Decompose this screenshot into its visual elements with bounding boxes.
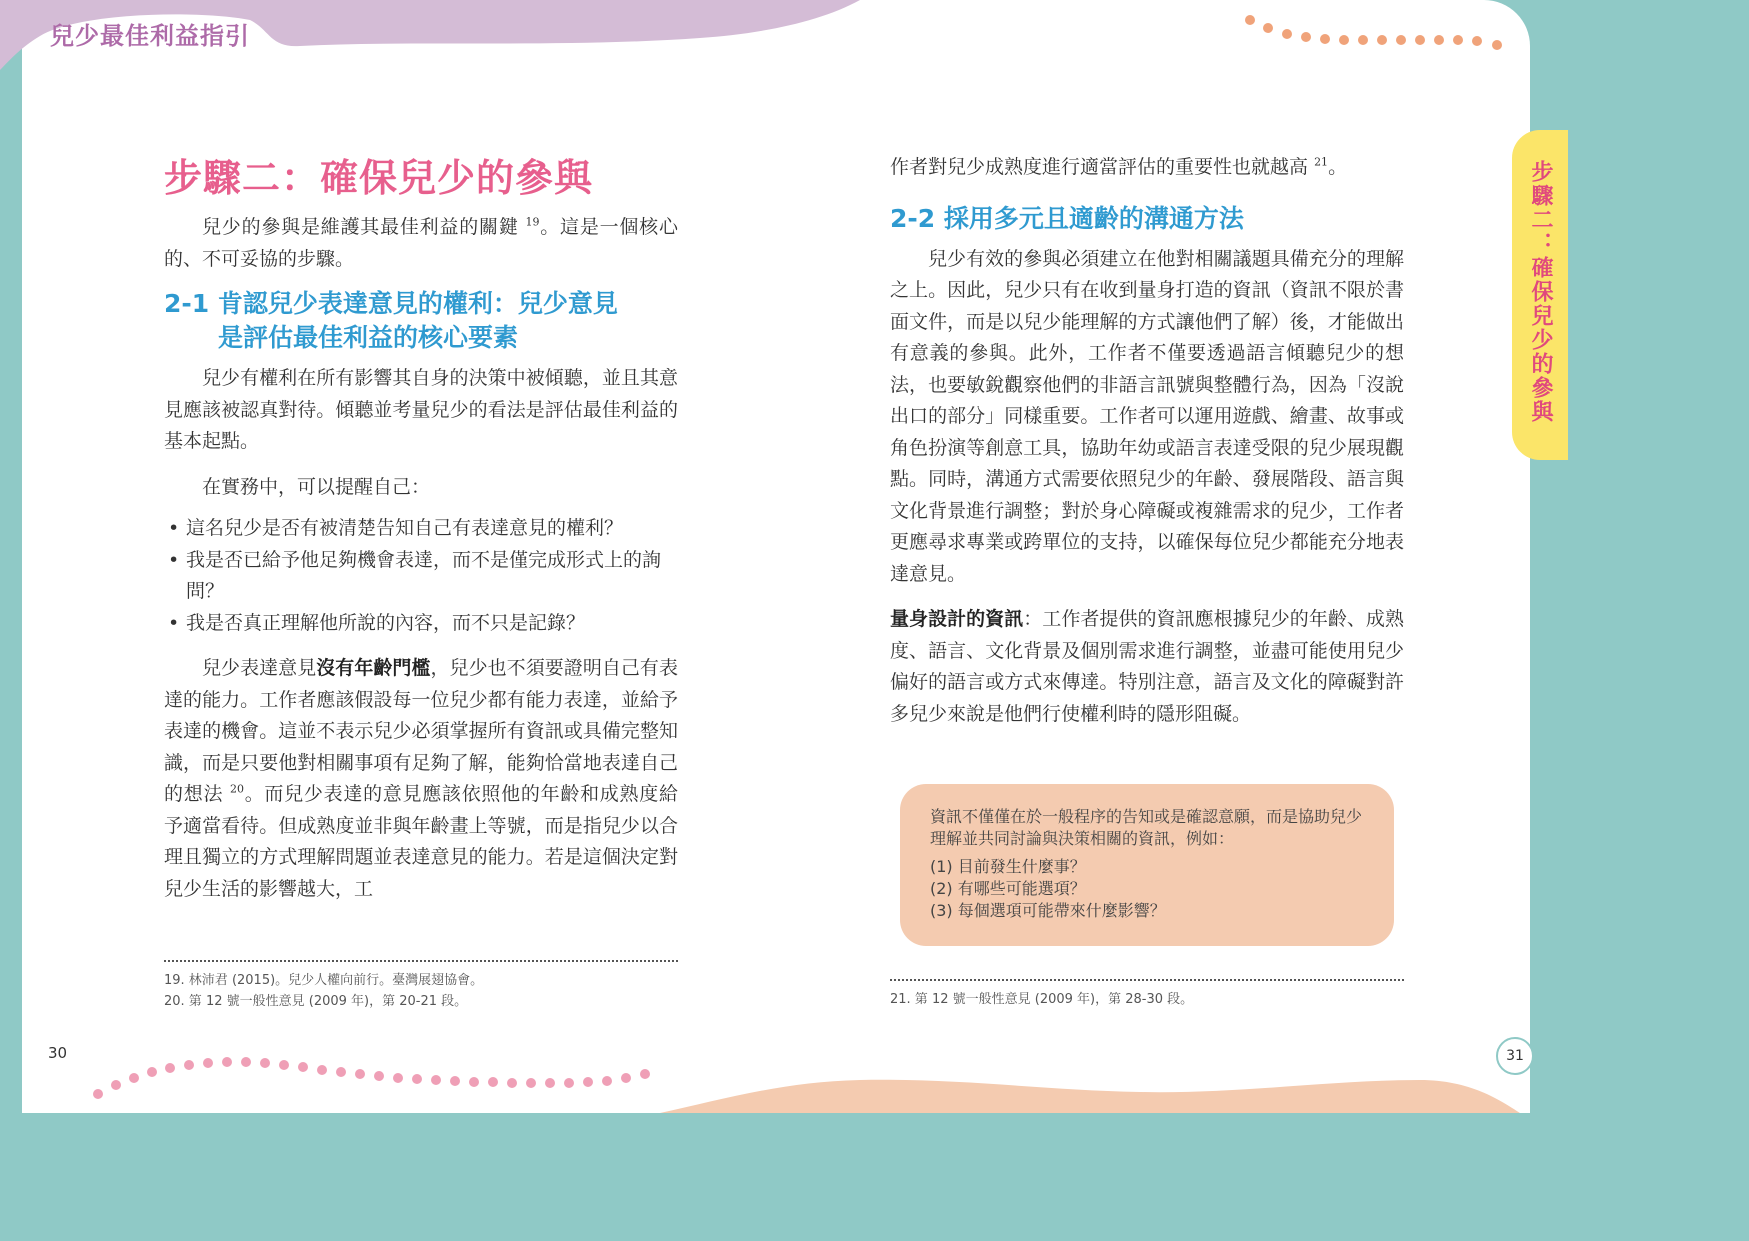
step-heading: 步驟二：確保兒少的參與 xyxy=(164,156,594,200)
bottom-peach-wave xyxy=(660,1080,1520,1113)
left-column xyxy=(164,152,678,905)
intro-paragraph: 兒少的參與是維護其最佳利益的關鍵 $^{19}$。這是一個核心的、不可妥協的步驟。 xyxy=(164,215,678,270)
page-number-right: 31 xyxy=(1496,1037,1534,1075)
chapter-side-tab-label: 步驟二：確保兒少的參與 xyxy=(1528,160,1553,424)
footnote: 19. 林沛君 (2015)。兒少人權向前行。臺灣展翅協會。 xyxy=(164,973,484,988)
footnote: 21. 第 12 號一般性意見 (2009 年)，第 28-30 段。 xyxy=(890,992,1194,1007)
info-box-lead: 資訊不僅僅在於一般程序的告知或是確認意願，而是協助兒少理解並共同討論與決策相關的資訊，例如： xyxy=(930,807,1363,848)
emphasis-text: 量身設計的資訊 xyxy=(890,608,1024,630)
footnotes-left xyxy=(164,960,678,1012)
info-box-item: (2) 有哪些可能選項？ xyxy=(930,879,1086,898)
paragraph: 在實務中，可以提醒自己： xyxy=(202,475,431,498)
info-box-item: (1) 目前發生什麼事？ xyxy=(930,857,1086,876)
footnote-ref: 20 xyxy=(229,782,244,796)
section-2-1-heading: 2-1 肯認兒少表達意見的權利：兒少意見 是評估最佳利益的核心要素 xyxy=(164,289,618,352)
footnote: 20. 第 12 號一般性意見 (2009 年)，第 20-21 段。 xyxy=(164,994,468,1009)
bottom-left-dots xyxy=(93,1057,650,1099)
paragraph: 兒少有效的參與必須建立在他對相關議題具備充分的理解之上。因此，兒少只有在收到量身打造的資訊（資訊不限於書面文件，而是以兒少能理解的方式讓他們了解）後，才能做出有意義的參與。此外，工作者不僅要透過語言傾聽兒少的想法，也要敏銳觀察他們的非語言訊號與整體行為，因為「沒說出口的部分」同樣重要。工作者可以運用遊戲、繪畫、故事或角色扮演等創意工具，協助年幼或語言表達受限的兒少展現觀點。同時，溝通方式需要依照兒少的年齡、發展階段、語言與文化背景進行調整；對於身心障礙或複雜需求的兒少，工作者更應尋求專業或跨單位的支持，以確保每位兒少都能充分地表達意見。 xyxy=(890,247,1404,585)
info-box xyxy=(900,784,1394,946)
footnote-ref: 21 xyxy=(1314,155,1329,169)
emphasis-text: 沒有年齡門檻 xyxy=(316,657,431,679)
paragraph: 量身設計的資訊：工作者提供的資訊應根據兒少的年齡、成熟度、語言、文化背景及個別需求進行調整，並盡可能使用兒少偏好的語言或方式來傳達。特別注意，語言及文化的障礙對許多兒少來說是他們行使權利時的隱形阻礙。 xyxy=(890,608,1404,725)
right-column xyxy=(890,152,1404,730)
paragraph: 兒少表達意見沒有年齡門檻，兒少也不須要證明自己有表達的能力。工作者應該假設每一位兒少都有能力表達，並給予表達的機會。這並不表示兒少必須掌握所有資訊或具備完整知識，而是只要他對相關事項有足夠了解，能夠恰當地表達自己的想法 $^{20}$。而兒少表達的意見應該依照他的年齡和成熟度給予適當看待。但成熟度並非與年齡畫上等號，而是指兒少以合理且獨立的方式理解問題並表達意見的能力。若是這個決定對兒少生活的影響越大，工 xyxy=(164,657,678,900)
page-number-left: 30 xyxy=(48,1044,68,1062)
info-box-item: (3) 每個選項可能帶來什麼影響？ xyxy=(930,901,1166,920)
list-item: • 這名兒少是否有被清楚告知自己有表達意見的權利？ xyxy=(164,513,678,545)
paragraph: 兒少有權利在所有影響其自身的決策中被傾聽，並且其意見應該被認真對待。傾聽並考量兒少的看法是評估最佳利益的基本起點。 xyxy=(164,367,678,452)
book-title: 兒少最佳利益指引 xyxy=(50,22,250,50)
top-right-dots xyxy=(1245,15,1502,50)
list-item: • 我是否已給予他足夠機會表達，而不是僅完成形式上的詢問？ xyxy=(164,545,678,608)
list-item: • 我是否真正理解他所說的內容，而不只是記錄？ xyxy=(164,608,678,640)
section-2-2-heading: 2-2 採用多元且適齡的溝通方法 xyxy=(890,203,1244,233)
reflection-list xyxy=(164,513,678,639)
footnote-ref: 19 xyxy=(525,215,540,229)
footnotes-right xyxy=(890,979,1404,1010)
continued-paragraph: 作者對兒少成熟度進行適當評估的重要性也就越高 $^{21}$。 xyxy=(890,155,1348,178)
